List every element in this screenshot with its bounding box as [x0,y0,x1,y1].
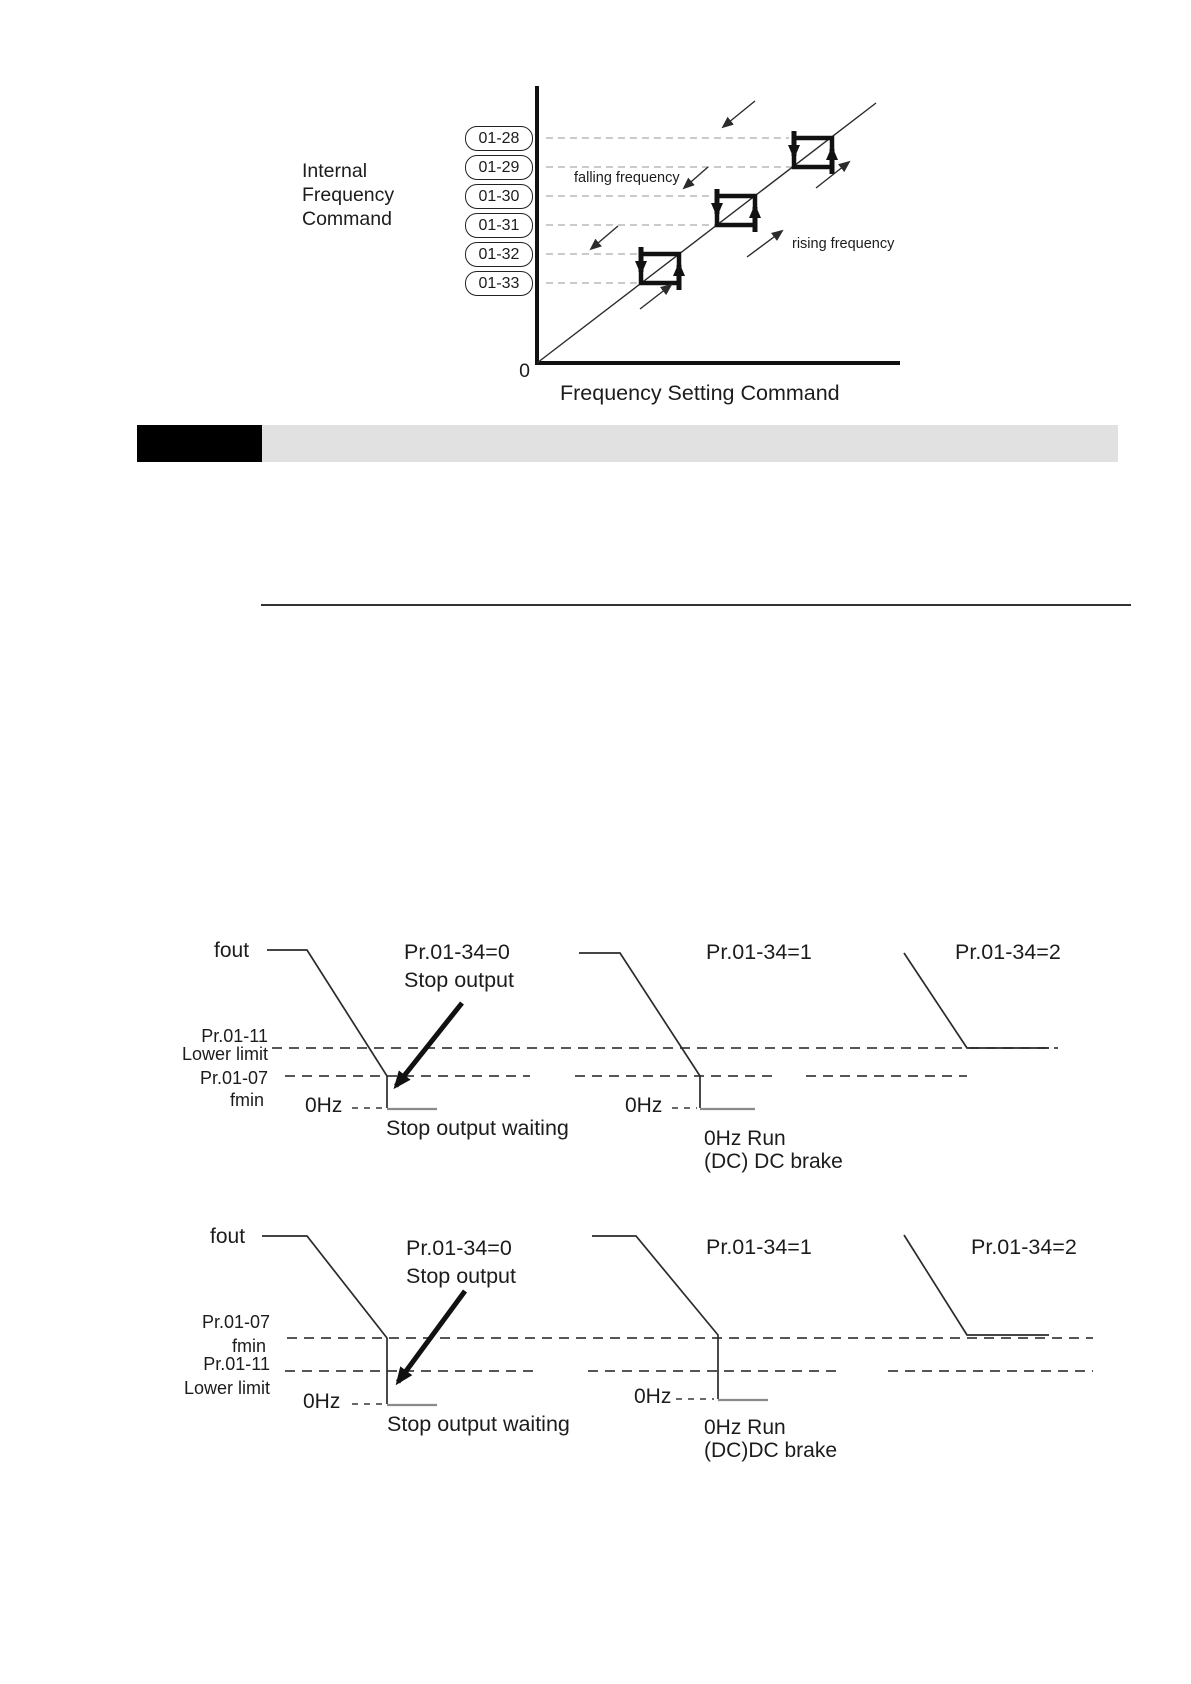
param-box-01-29: 01-29 [465,155,533,180]
mode0-subtitle: Stop output [406,1264,516,1288]
direction-arrows [591,101,849,309]
y-axis-label-line3: Command [302,208,392,230]
rising-arrow-icon [747,231,782,257]
lower-level-label-line1: Pr.01-11 [203,1354,270,1374]
mode0-title: Pr.01-34=0 [406,1236,512,1260]
note-bar [262,425,1118,462]
zero-hz-run-label-line1: 0Hz Run [704,1127,786,1150]
zero-hz-run-label-line1: 0Hz Run [704,1416,786,1439]
fout-label: fout [210,1225,246,1248]
stop-output-waiting-label: Stop output waiting [386,1116,569,1140]
upper-level-label-line2: fmin [231,1336,266,1356]
curve-mode1 [592,1236,718,1399]
stop-output-figure-upper [267,950,1058,1109]
param-box-01-33: 01-33 [465,271,533,296]
lower-level-label-line2: fmin [229,1090,264,1110]
fout-curves [262,1235,1049,1404]
mode1-title: Pr.01-34=1 [706,1235,812,1259]
zero-hz-level-lines [387,1400,768,1405]
skip-frequency-figure [535,86,900,365]
falling-frequency-label: falling frequency [574,170,680,186]
curve-mode2 [904,953,1049,1048]
upper-level-label-line2: Lower limit [181,1044,268,1064]
mode2-title: Pr.01-34=2 [955,940,1061,964]
mode1-title: Pr.01-34=1 [706,940,812,964]
rising-arrow-icon [640,285,671,309]
y-axis-label-line2: Frequency [302,184,395,206]
curve-mode0 [262,1236,387,1404]
rising-frequency-label: rising frequency [792,236,895,252]
note-heading-block [137,425,262,462]
falling-arrow-icon [591,226,618,249]
zero-hz-label-left: 0Hz [305,1094,343,1117]
level-dashed-lines [272,1048,1058,1076]
skip-band-square-high [794,138,832,167]
mode0-title: Pr.01-34=0 [404,940,510,964]
mode2-title: Pr.01-34=2 [971,1235,1077,1259]
param-box-01-30: 01-30 [465,184,533,209]
upper-level-label-line1: Pr.01-11 [201,1026,268,1046]
zero-hz-label-mid: 0Hz [634,1385,672,1408]
curve-mode1 [579,953,700,1108]
zero-hz-label-mid: 0Hz [625,1094,663,1117]
zero-hz-run-label-line2: (DC) DC brake [704,1150,843,1173]
stop-output-pointer-arrow-icon [398,1291,465,1382]
fout-curves [267,950,1049,1108]
stop-output-pointer-arrow-icon [396,1003,462,1086]
param-box-01-31: 01-31 [465,213,533,238]
fout-label: fout [214,939,250,962]
x-axis-label: Frequency Setting Command [560,381,840,405]
zero-hz-run-label-line2: (DC)DC brake [704,1439,838,1462]
stop-output-figure-lower [262,1235,1093,1405]
section-divider-line [261,604,1131,606]
frequency-diagonal-line [537,103,876,363]
falling-arrow-icon [723,101,755,127]
param-box-01-32: 01-32 [465,242,533,267]
level-dashed-lines [285,1338,1093,1371]
origin-label: 0 [519,360,530,382]
lower-level-label-line1: Pr.01-07 [199,1068,268,1088]
falling-arrow-icon [684,167,708,188]
y-axis-label-line1: Internal [302,160,368,182]
stop-output-waiting-label: Stop output waiting [387,1412,570,1436]
upper-level-label-line1: Pr.01-07 [201,1312,270,1332]
curve-mode0 [267,950,387,1108]
zero-hz-label-left: 0Hz [303,1390,341,1413]
param-box-01-28: 01-28 [465,126,533,151]
lower-level-label-line2: Lower limit [183,1378,270,1398]
mode0-subtitle: Stop output [404,968,514,992]
